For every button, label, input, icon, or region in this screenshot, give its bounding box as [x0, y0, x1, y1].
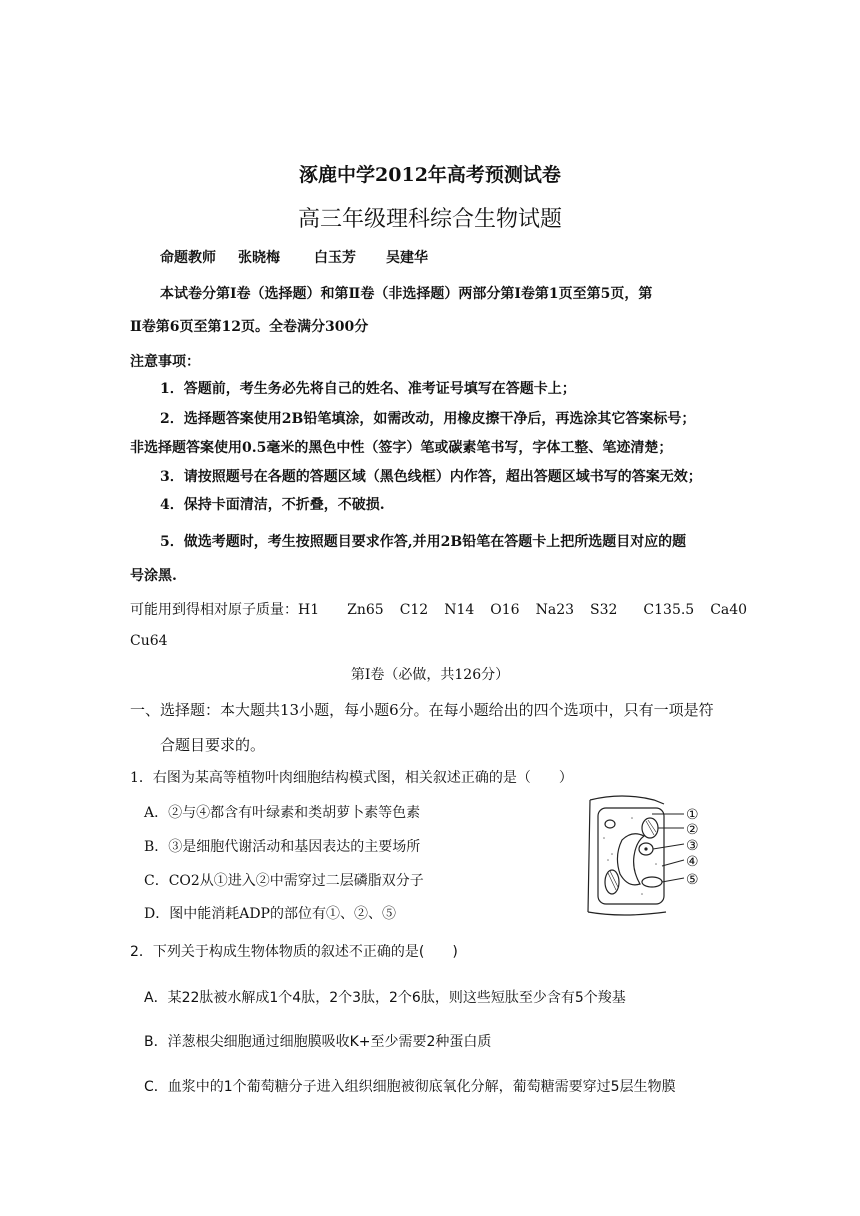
notice-item: 1．答题前，考生务必先将自己的姓名、准考证号填写在答题卡上； [160, 381, 576, 397]
figure-label: ⑤ [686, 872, 699, 888]
author-name: 白玉芳 [314, 250, 356, 266]
atomic-mass-value: N14 [444, 602, 475, 618]
label-leader [662, 860, 684, 866]
question-1-option-b: B．③是细胞代谢活动和基因表达的主要场所 [144, 839, 421, 855]
question-1-stem: 1．右图为某高等植物叶肉细胞结构模式图，相关叙述正确的是（ ） [130, 770, 573, 786]
author-name: 张晓梅 [238, 250, 280, 266]
atomic-mass-value: Zn65 [347, 602, 384, 618]
atomic-mass-value: Ca40 [710, 602, 748, 618]
atomic-mass-value: C135.5 [643, 602, 695, 618]
figure-label: ② [686, 822, 699, 838]
notice-item: 3．请按照题号在各题的答题区域（黑色线框）内作答，超出答题区域书写的答案无效； [160, 469, 702, 485]
exam-title: 涿鹿中学2012年高考预测试卷 [299, 164, 561, 186]
notice-item: 4．保持卡面清洁，不折叠，不破损. [160, 497, 385, 513]
notice-item: 非选择题答案使用0.5毫米的黑色中性（签字）笔或碳素笔书写，字体工整、笔迹清楚； [130, 440, 673, 456]
atomic-mass-value: C12 [399, 602, 429, 618]
figure-label: ④ [686, 854, 699, 870]
question-1-option-d: D．图中能消耗ADP的部位有①、②、⑤ [144, 906, 396, 922]
question-2-stem: 2．下列关于构成生物体物质的叙述不正确的是( ) [130, 944, 458, 960]
label-leader [662, 878, 684, 882]
notice-heading: 注意事项： [130, 354, 200, 370]
figure-label: ③ [686, 838, 699, 854]
section-instruction: 合题目要求的。 [160, 736, 266, 754]
authors-line [160, 247, 428, 267]
question-2-option-b: B．洋葱根尖细胞通过细胞膜吸收K+至少需要2种蛋白质 [144, 1034, 492, 1050]
cell-membrane [598, 808, 664, 904]
notice-item: 5．做选考题时，考生按照题目要求作答,并用2B铅笔在答题卡上把所选题目对应的题 [160, 534, 687, 550]
section-title: 第Ⅰ卷（必做，共126分） [350, 667, 510, 683]
authors-label: 命题教师 [160, 250, 216, 266]
intro-line: Ⅱ卷第6页至第12页。全卷满分300分 [130, 319, 369, 335]
figure-label: ① [686, 807, 699, 823]
atomic-mass-value: Cu64 [130, 633, 168, 649]
vacuole [617, 834, 644, 885]
mitochondrion [642, 877, 662, 887]
label-leader [653, 844, 684, 849]
plant-cell-diagram [582, 794, 708, 918]
exam-subtitle: 高三年级理科综合生物试题 [297, 207, 562, 232]
atomic-mass-label: 可能用到得相对原子质量： [130, 602, 298, 618]
atomic-mass-value: O16 [490, 602, 520, 618]
notice-item: 2．选择题答案使用2B铅笔填涂，如需改动，用橡皮擦干净后，再选涂其它答案标号； [160, 411, 696, 427]
section-instruction: 一、选择题：本大题共13小题，每小题6分。在每小题给出的四个选项中，只有一项是符 [130, 701, 714, 719]
atomic-mass-line [130, 599, 747, 619]
author-name: 吴建华 [386, 250, 428, 266]
intro-line: 本试卷分第Ⅰ卷（选择题）和第Ⅱ卷（非选择题）两部分第Ⅰ卷第1页至第5页，第 [160, 286, 653, 302]
question-2-option-a: A．某22肽被水解成1个4肽，2个3肽，2个6肽，则这些短肽至少含有5个羧基 [144, 990, 626, 1006]
notice-item: 号涂黑. [130, 568, 177, 584]
atomic-mass-value: Na23 [535, 602, 575, 618]
atomic-mass-value: H1 [298, 602, 320, 618]
atomic-mass-value: S32 [590, 602, 618, 618]
nucleolus [644, 847, 647, 850]
organelle [605, 820, 615, 828]
question-2-option-c: C．血浆中的1个葡萄糖分子进入组织细胞被彻底氧化分解，葡萄糖需要穿过5层生物膜 [144, 1079, 676, 1095]
question-1-option-a: A．②与④都含有叶绿素和类胡萝卜素等色素 [144, 805, 421, 821]
question-1-option-c: C．CO2从①进入②中需穿过二层磷脂双分子 [144, 873, 424, 889]
